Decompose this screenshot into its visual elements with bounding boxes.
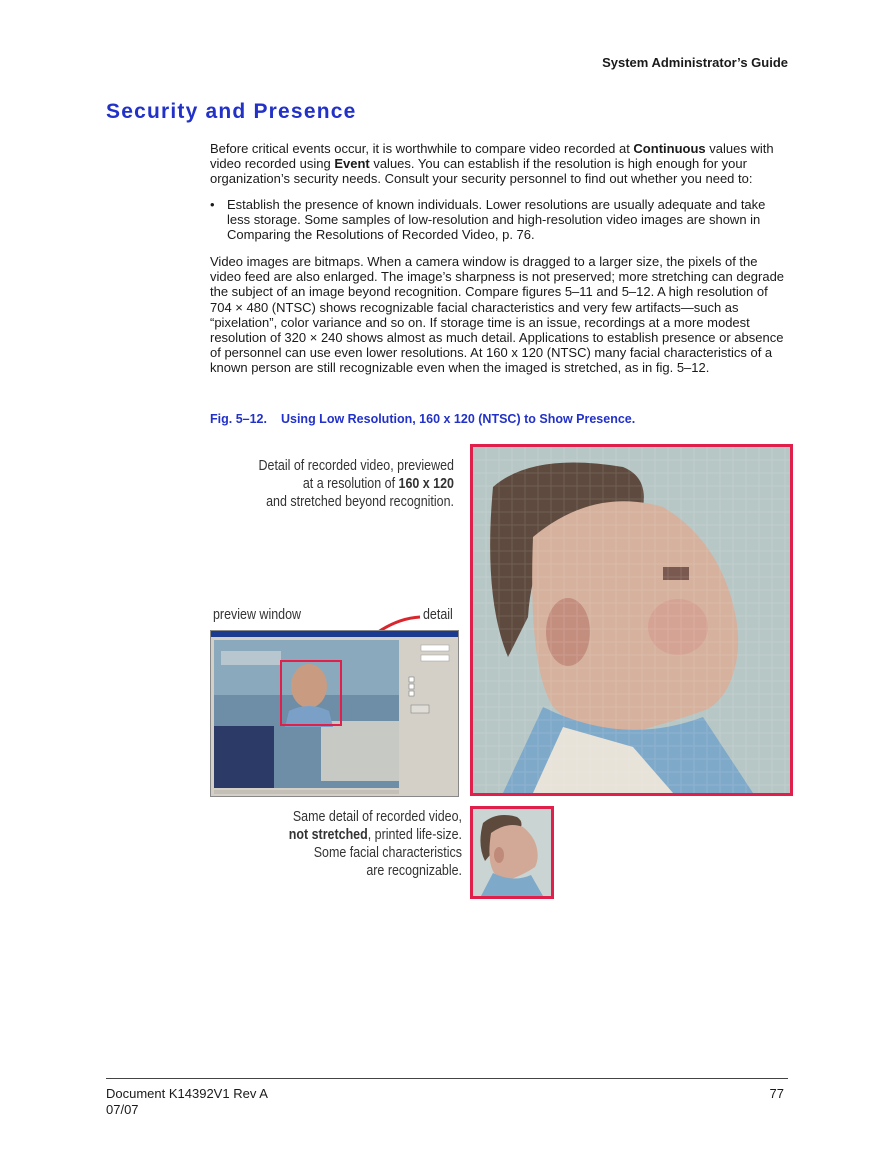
annotation-line: [204, 826, 462, 844]
running-header: System Administrator’s Guide: [602, 55, 788, 70]
label-detail: detail: [423, 607, 453, 623]
body-paragraph: Video images are bitmaps. When a camera window is dragged to a larger size, the pixels of the video feed are also enlarged. The image’s sharpness is not preserved; more stretching can degrade the subject of an image beyond recognition. Compare figures 5–11 and 5–12. A high resolution of 704 × 480 (NTSC) shows recognizable facial characteristics and very few artifacts—such as “pixelation”, color variance and so on. If storage time is an issue, recordings at a more modest resolution of 320 × 240 shows almost as much detail. Applications to establish presence or absence of personnel can use even lower resolutions. At 160 x 120 (NTSC) many facial characteristics of a known person are still recognizable even when the imaged is stretched, as in fig. 5–12.: [210, 254, 785, 376]
annotation-resolution: 160 x 120: [398, 476, 454, 492]
annotation-life-size: [204, 808, 462, 880]
bullet-text: Establish the presence of known individuals. Lower resolutions are usually adequate and take less storage. Some samples of low-resolution and high-resolution video images are shown in Comparing the Resolutions of Recorded Video, p. 76.: [227, 197, 766, 243]
bullet-dot: •: [210, 197, 215, 212]
event-term: Event: [334, 156, 370, 172]
preview-window-image: [210, 630, 459, 797]
section-title: Security and Presence: [106, 100, 357, 123]
annotation-line: Some facial characteristics: [313, 845, 462, 861]
figure-number: Fig. 5–12.: [210, 412, 267, 426]
annotation-emphasis: not stretched: [288, 827, 368, 843]
document-id: Document K14392V1 Rev A: [106, 1086, 268, 1101]
intro-paragraph: [210, 141, 788, 187]
page-number: 77: [769, 1086, 784, 1101]
annotation-line: Same detail of recorded video,: [292, 809, 462, 825]
annotation-line: [196, 475, 454, 493]
life-size-detail-image: [470, 806, 554, 899]
intro-text-1: Before critical events occur, it is worthwhile to compare video recorded at: [210, 141, 634, 156]
annotation-stretched: [196, 457, 454, 511]
annotation-line: and stretched beyond recognition.: [266, 494, 454, 510]
annotation-line: Detail of recorded video, previewed: [258, 458, 454, 474]
annotation-text: at a resolution of: [302, 476, 399, 492]
footer-document-info: [106, 1086, 268, 1118]
annotation-line: are recognizable.: [366, 863, 462, 879]
figure-caption: [210, 412, 635, 426]
continuous-term: Continuous: [633, 141, 706, 156]
figure-title: Using Low Resolution, 160 x 120 (NTSC) to Show Presence.: [280, 412, 636, 426]
intro-text-2: values with video recorded using: [210, 141, 774, 172]
label-preview-window: preview window: [213, 607, 302, 623]
stretched-detail-image: [470, 444, 793, 796]
annotation-text: , printed life-size.: [367, 827, 462, 843]
intro-text-3: values. You can establish if the resolution is high enough for your organization’s security needs. Consult your security personnel to find out whether you need to:: [210, 156, 753, 187]
document-date: 07/07: [106, 1102, 139, 1117]
footer-rule: [106, 1078, 788, 1079]
